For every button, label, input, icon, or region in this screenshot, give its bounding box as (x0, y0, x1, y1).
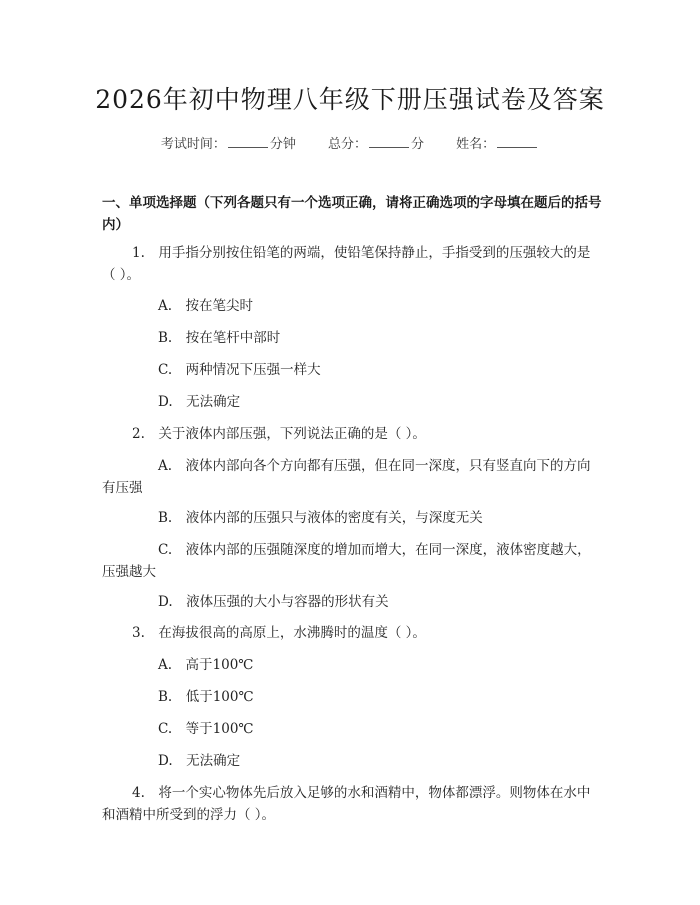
question-1-stem: 1. 用手指分别按住铅笔的两端，使铅笔保持静止，手指受到的压强较大的是（ ）。 (102, 245, 591, 283)
question-2-option-a: A. 液体内部向各个方向都有压强，但在同一深度，只有竖直向下的方向有压强 (102, 458, 591, 496)
exam-info-line (0, 133, 700, 152)
question-2-stem: 2. 关于液体内部压强，下列说法正确的是（ ）。 (132, 426, 426, 442)
question-1-option-c: C. 两种情况下压强一样大 (158, 362, 321, 378)
question-3-option-d: D. 无法确定 (158, 753, 241, 769)
exam-time-field (161, 133, 296, 152)
total-score-label: 总分： (327, 137, 367, 152)
exam-time-blank (228, 135, 268, 148)
question-4-stem: 4. 将一个实心物体先后放入足够的水和酒精中，物体都漂浮。则物体在水中和酒精中所受到的浮力（ ）。 (102, 785, 591, 823)
total-score-unit: 分 (411, 137, 425, 152)
section-heading: 一、单项选择题（下列各题只有一个选项正确，请将正确选项的字母填在题后的括号内） (102, 195, 602, 233)
name-blank (497, 135, 537, 148)
question-1-option-d: D. 无法确定 (158, 394, 241, 410)
question-2-option-c: C. 液体内部的压强随深度的增加而增大，在同一深度，液体密度越大，压强越大 (102, 542, 591, 580)
question-1-option-a: A. 按在笔尖时 (158, 298, 254, 314)
exam-time-label: 考试时间： (160, 137, 226, 152)
name-field (456, 133, 539, 152)
question-2-option-d: D. 液体压强的大小与容器的形状有关 (158, 594, 389, 610)
total-score-blank (369, 135, 409, 148)
question-3-option-c: C. 等于100℃ (158, 721, 254, 737)
question-3-option-a: A. 高于100℃ (158, 657, 254, 673)
question-2-option-b: B. 液体内部的压强只与液体的密度有关，与深度无关 (158, 510, 483, 526)
question-1-option-b: B. 按在笔杆中部时 (158, 330, 281, 346)
page-title: 2026年初中物理八年级下册压强试卷及答案 (95, 85, 605, 114)
name-label: 姓名： (456, 137, 496, 152)
question-3-stem: 3. 在海拔很高的高原上，水沸腾时的温度（ ）。 (132, 625, 426, 641)
total-score-field (328, 133, 424, 152)
exam-time-unit: 分钟 (269, 137, 296, 152)
question-3-option-b: B. 低于100℃ (158, 689, 254, 705)
